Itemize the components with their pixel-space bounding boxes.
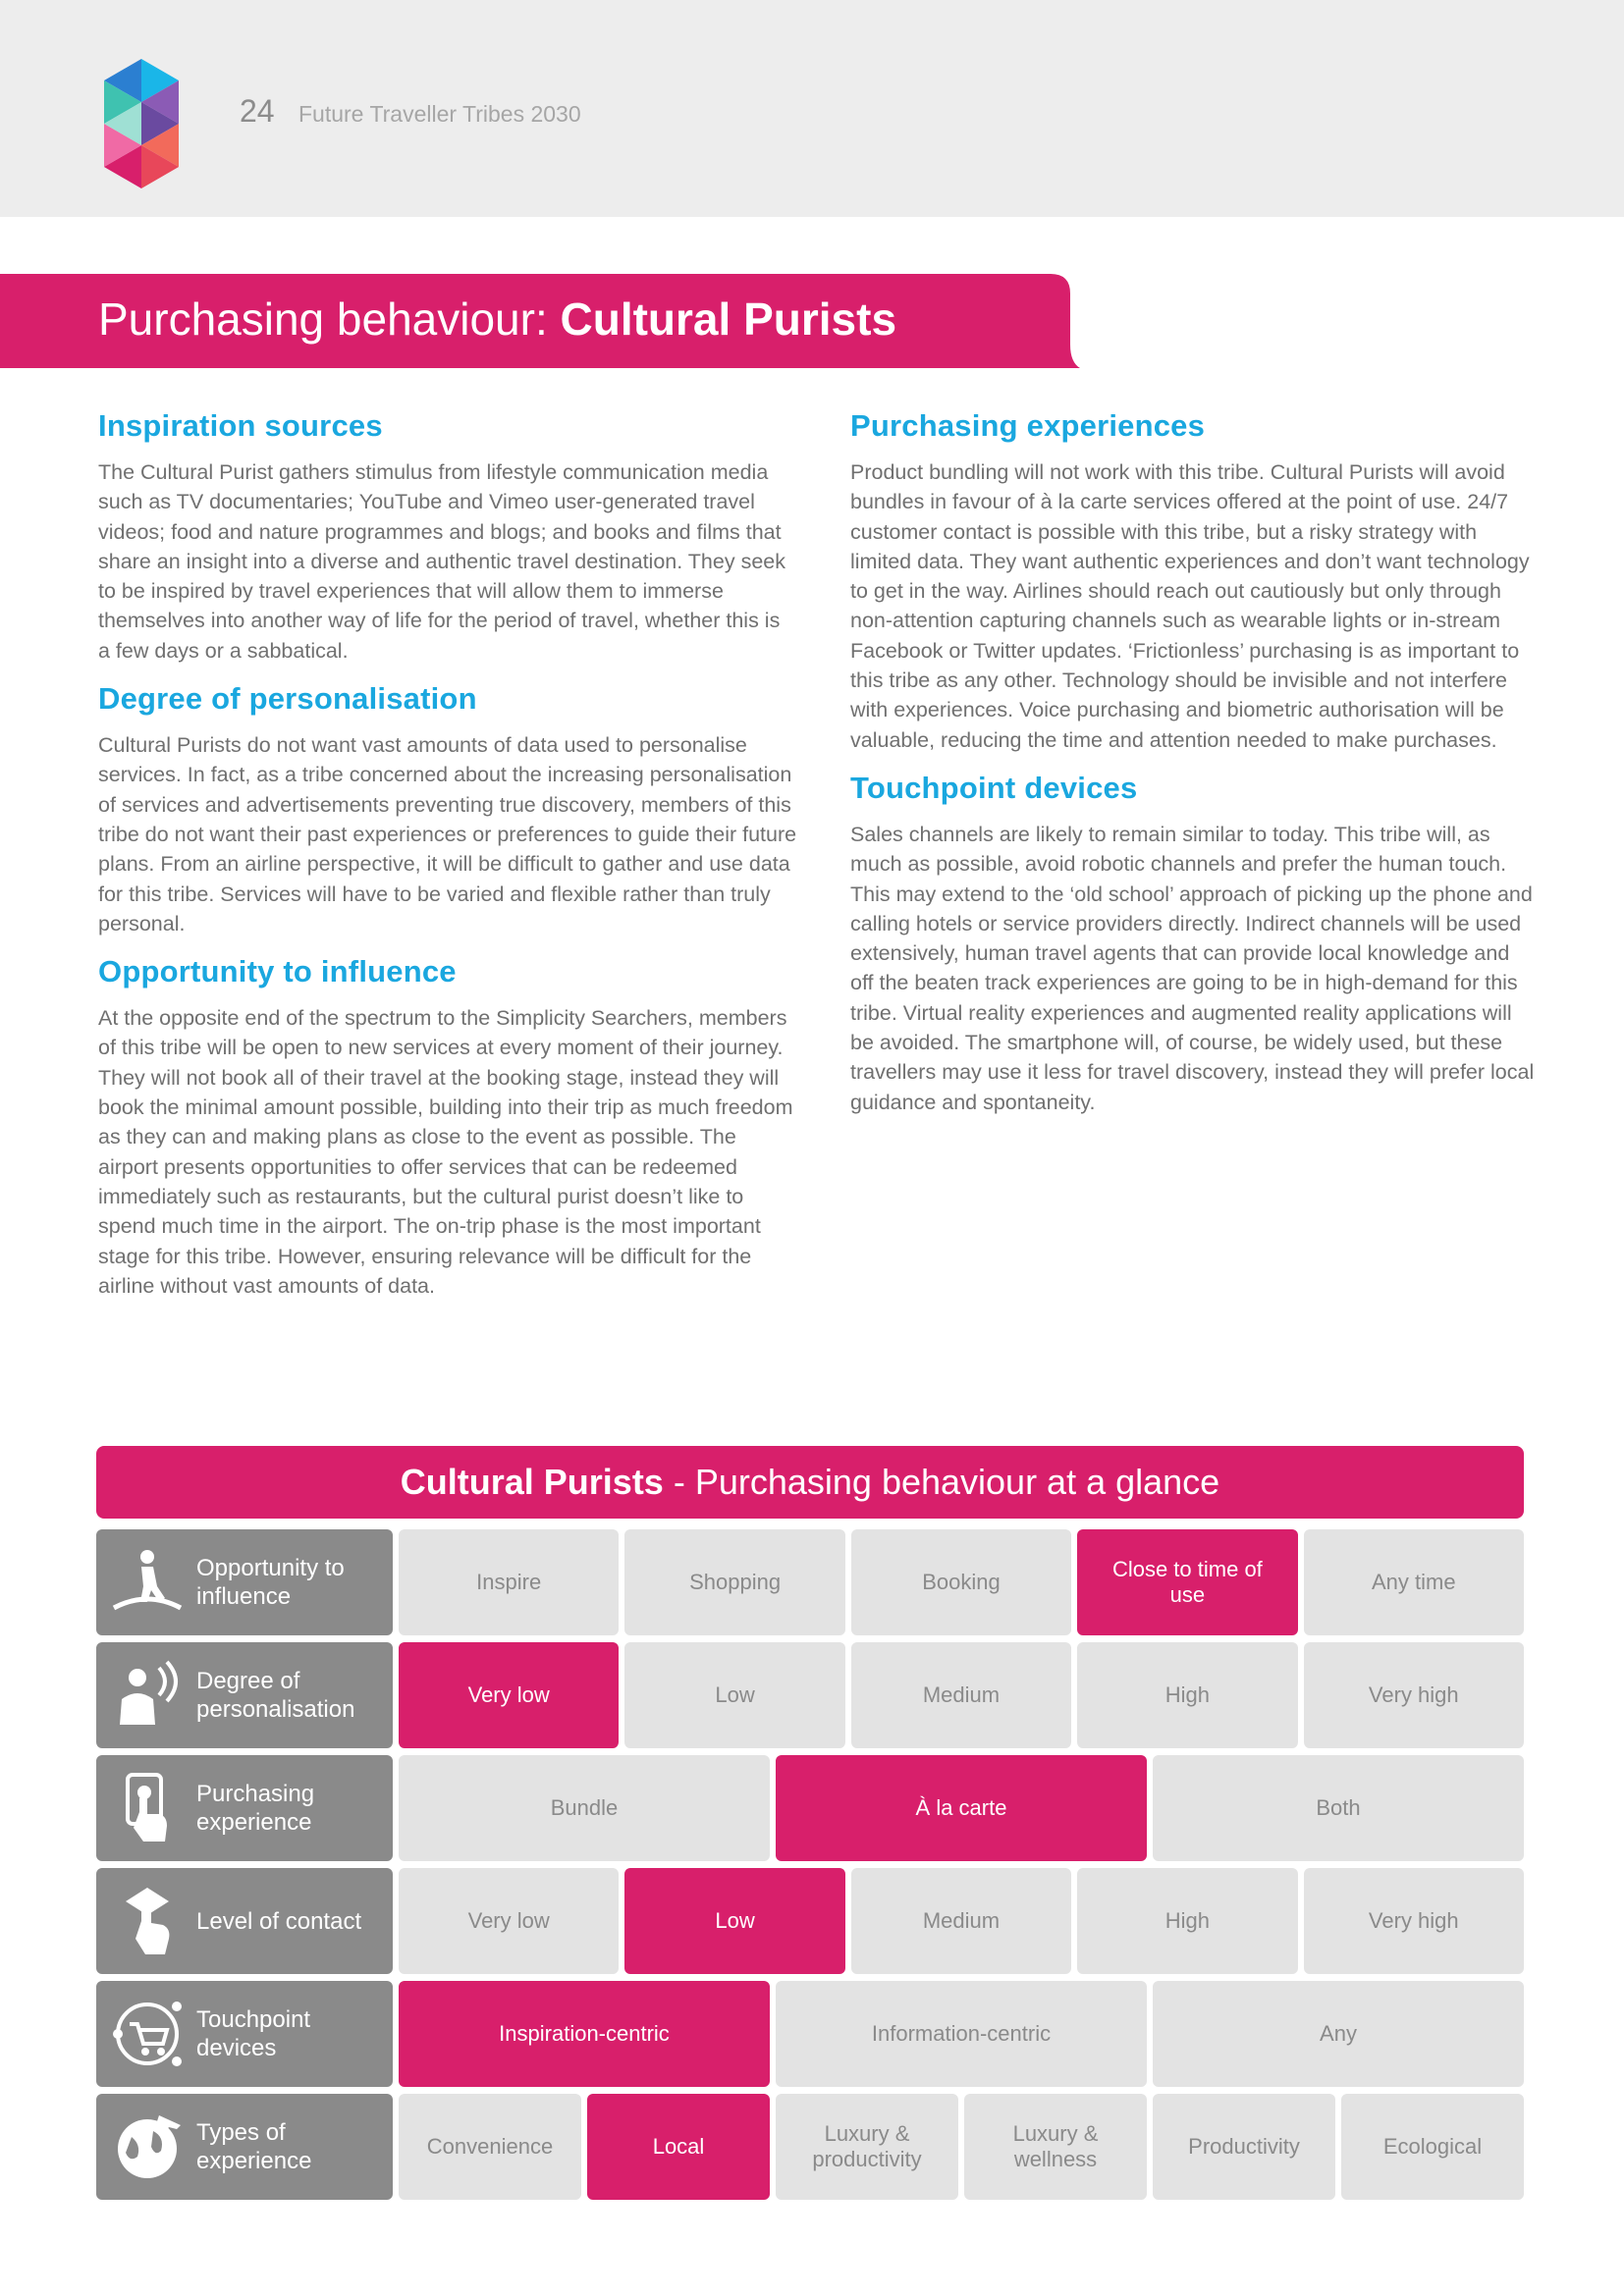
glance-cell-selected: Local bbox=[587, 2094, 770, 2200]
section-touchpoint-devices bbox=[850, 769, 1538, 1117]
section-body: At the opposite end of the spectrum to the Simplicity Searchers, members of this tribe will be open to new services at every moment of their journey. They will not book all of their travel at the booking stage, instead they will book the minimal amount possible, building into their trip as much freedom as they can and making plans as close to the event as possible. The airport presents opportunities to offer services that can be redeemed immediately such as restaurants, but the cultural purist doesn’t like to spend much time in the airport. The on-trip phase is the most important stage for this tribe. However, ensuring relevance will be difficult for the airline without vast amounts of data. bbox=[98, 1006, 793, 1298]
section-body: Product bundling will not work with this tribe. Cultural Purists will avoid bundles in favour of à la carte services offered at the point of use. 24/7 customer contact is possible with this tribe, but a risky strategy with limited data. They want authentic experiences and don’t want technology to get in the way. Airlines should reach out cautiously but only through non-attention capturing channels such as wearable lights or in-stream Facebook or Twitter updates. ‘Frictionless’ purchasing is as important to this tribe as any other. Technology should be invisible and not interfere with experiences. Voice purchasing and biometric authorisation will be valuable, reducing the time and attention needed to make purchases. bbox=[850, 460, 1530, 752]
glance-cell: Shopping bbox=[624, 1529, 844, 1635]
cart-network-icon bbox=[108, 1995, 187, 2073]
section-degree-of-personalisation bbox=[98, 679, 797, 938]
glance-row-label bbox=[96, 2094, 393, 2200]
glance-cell: Very high bbox=[1304, 1868, 1524, 1974]
walking-person-icon bbox=[108, 1543, 187, 1622]
glance-cell: Both bbox=[1153, 1755, 1524, 1861]
glance-cell: Medium bbox=[851, 1642, 1071, 1748]
glance-row-label-text: Touchpoint devices bbox=[196, 2006, 311, 2061]
section-inspiration-sources bbox=[98, 406, 797, 666]
glance-cell: Inspire bbox=[399, 1529, 619, 1635]
glance-cell: Very low bbox=[399, 1868, 619, 1974]
glance-cell-selected: À la carte bbox=[776, 1755, 1147, 1861]
glance-cell: Luxury & wellness bbox=[964, 2094, 1147, 2200]
touch-phone-icon bbox=[108, 1769, 187, 1847]
glance-row-label bbox=[96, 1529, 393, 1635]
glance-row-label bbox=[96, 1642, 393, 1748]
glance-cell: Very high bbox=[1304, 1642, 1524, 1748]
glance-cell: Low bbox=[624, 1642, 844, 1748]
glance-cell-selected: Very low bbox=[399, 1642, 619, 1748]
section-heading: Touchpoint devices bbox=[850, 770, 1138, 805]
glance-cell: Information-centric bbox=[776, 1981, 1147, 2087]
glance-cell: High bbox=[1077, 1868, 1297, 1974]
glance-cell: Any time bbox=[1304, 1529, 1524, 1635]
section-opportunity-to-influence bbox=[98, 952, 797, 1301]
person-profile-icon bbox=[108, 1656, 187, 1735]
glance-cell: Booking bbox=[851, 1529, 1071, 1635]
page-title bbox=[98, 293, 896, 346]
section-heading: Purchasing experiences bbox=[850, 408, 1206, 443]
glance-row-label bbox=[96, 1981, 393, 2087]
glance-title-bold: Cultural Purists bbox=[400, 1462, 664, 1502]
left-column bbox=[98, 406, 797, 1314]
page-title-prefix: Purchasing behaviour: bbox=[98, 294, 561, 345]
publication-title: Future Traveller Tribes 2030 bbox=[298, 101, 581, 127]
page-number: 24 bbox=[240, 93, 275, 129]
section-heading: Degree of personalisation bbox=[98, 681, 477, 717]
glance-title-rest: - Purchasing behaviour at a glance bbox=[663, 1462, 1220, 1502]
glance-cell-selected: Inspiration-centric bbox=[399, 1981, 770, 2087]
right-column bbox=[850, 406, 1538, 1131]
glance-cell: Ecological bbox=[1341, 2094, 1524, 2200]
glance-cell: Convenience bbox=[399, 2094, 581, 2200]
glance-row-label bbox=[96, 1868, 393, 1974]
section-heading: Opportunity to influence bbox=[98, 954, 457, 989]
glance-cell-selected: Close to time of use bbox=[1077, 1529, 1297, 1635]
glance-row-label-text: Level of contact bbox=[196, 1907, 362, 1935]
tribes-logo-icon bbox=[84, 59, 198, 188]
glance-cell-selected: Low bbox=[624, 1868, 844, 1974]
glance-cell: High bbox=[1077, 1642, 1297, 1748]
section-purchasing-experiences bbox=[850, 406, 1538, 755]
glance-cell: Medium bbox=[851, 1868, 1071, 1974]
section-body: Cultural Purists do not want vast amounts of data used to personalise services. In fact, as a tribe concerned about the increasing personalisation of services and advertisements preventing true discovery, members of this tribe do not want their past experiences or preferences to guide their future plans. From an airline perspective, it will be difficult to gather and use data for this tribe. Services will have to be varied and flexible rather than truly personal. bbox=[98, 733, 797, 935]
glance-cell: Productivity bbox=[1153, 2094, 1335, 2200]
glance-cell: Any bbox=[1153, 1981, 1524, 2087]
glance-row-label-text: Opportunity to influence bbox=[196, 1555, 345, 1610]
globe-plane-icon bbox=[108, 2108, 187, 2186]
glance-row-label-text: Types of experience bbox=[196, 2119, 312, 2174]
glance-cell: Luxury & productivity bbox=[776, 2094, 958, 2200]
glance-row-label bbox=[96, 1755, 393, 1861]
page-header bbox=[0, 0, 1624, 217]
section-body: The Cultural Purist gathers stimulus from lifestyle communication media such as TV documentaries; YouTube and Vimeo user-generated travel videos; food and nature programmes and blogs; and books and films that share an insight into a diverse and authentic travel destination. They seek to be inspired by travel experiences that will allow them to immerse themselves into another way of life for the period of travel, whether this is a few days or a sabbatical. bbox=[98, 460, 785, 663]
glance-table-title bbox=[96, 1446, 1524, 1519]
glance-cell: Bundle bbox=[399, 1755, 770, 1861]
page-title-bold: Cultural Purists bbox=[560, 294, 897, 345]
glance-row-label-text: Degree of personalisation bbox=[196, 1668, 355, 1723]
hand-pointer-icon bbox=[108, 1882, 187, 1960]
section-body: Sales channels are likely to remain similar to today. This tribe will, as much as possible, avoid robotic channels and prefer the human touch. This may extend to the ‘old school’ approach of picking up the phone and calling hotels or service providers directly. Indirect channels will be used extensively, human travel agents that can provide local knowledge and off the beaten track experiences are going to be in high-demand for this tribe. Virtual reality experiences and augmented reality applications will be avoided. The smartphone will, of course, be widely used, but these travellers may use it less for travel discovery, instead they will prefer local guidance and spontaneity. bbox=[850, 822, 1535, 1114]
section-heading: Inspiration sources bbox=[98, 408, 383, 443]
glance-row-label-text: Purchasing experience bbox=[196, 1781, 315, 1836]
